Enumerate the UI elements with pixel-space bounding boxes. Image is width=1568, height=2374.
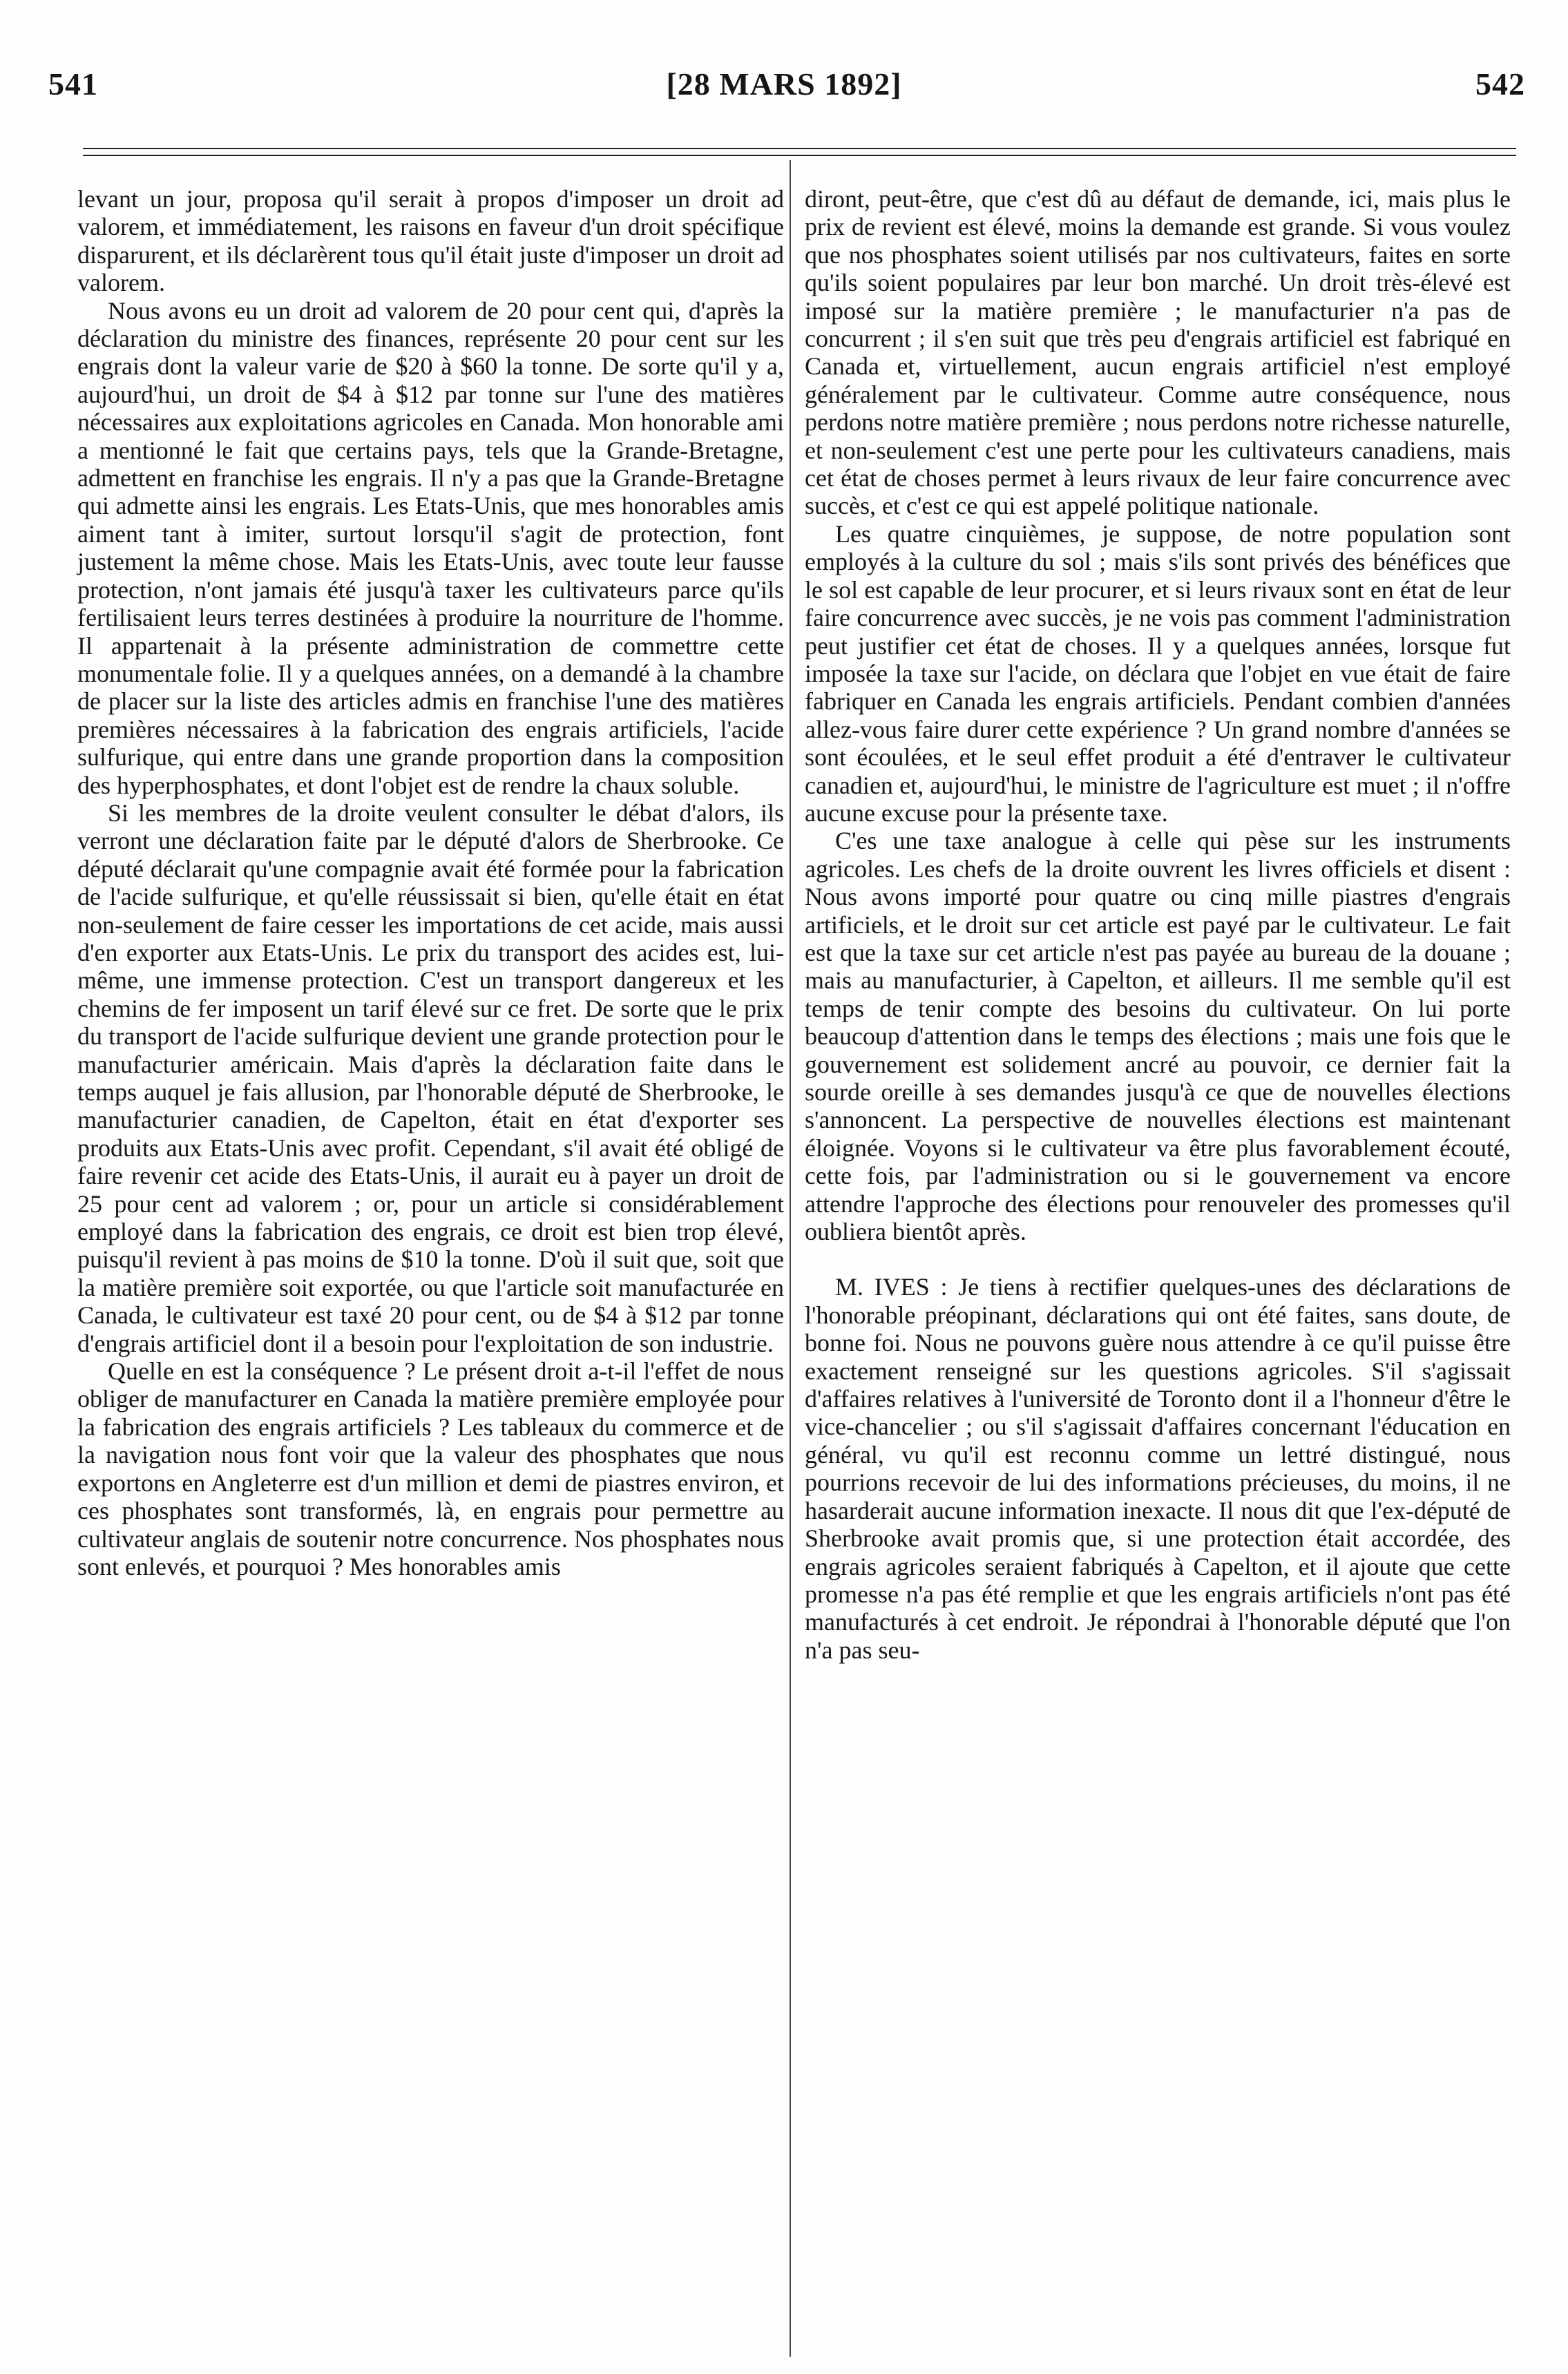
column-divider bbox=[790, 160, 791, 2357]
right-column bbox=[805, 185, 1511, 1664]
left-page-number: 541 bbox=[48, 66, 98, 102]
page-date: [28 MARS 1892] bbox=[666, 66, 902, 102]
paragraph: diront, peut-être, que c'est dû au défaut de demande, ici, mais plus le prix de revient est élevé, moins la demande est grande. Si vous voulez que nos phosphates soient utilisés par nos cultivateurs, faites en sorte qu'ils soient populaires par leur bon marché. Un droit très-élevé est imposé sur la matière première ; le manufacturier n'a pas de concurrent ; il s'en suit que très peu d'engrais artificiel est fabriqué en Canada et, virtuellement, aucun engrais artificiel n'est employé généralement par le cultivateur. Comme autre conséquence, nous perdons notre matière première ; nous perdons notre richesse naturelle, et non-seulement c'est une perte pour les cultivateurs canadiens, mais cet état de choses permet à leurs rivaux de leur faire concurrence avec succès, et c'est ce qui est appelé politique nationale. bbox=[805, 185, 1511, 520]
speech-paragraph bbox=[805, 1273, 1511, 1664]
paragraph: C'es une taxe analogue à celle qui pèse sur les instruments agricoles. Les chefs de la droite ouvrent les livres officiels et disent : Nous avons importé pour quatre ou cinq mille piastres d'engrais artificiels, et le droit sur cet article est payé par le cultivateur. Le fait est que la taxe sur cet article n'est pas payée au bureau de la douane ; mais au manufacturier, à Capelton, et ailleurs. Il me semble qu'il est temps de tenir compte des besoins du cultivateur. On lui porte beaucoup d'attention dans le temps des élections ; mais une fois que le gouvernement est solidement ancré au pouvoir, ce dernier fait la sourde oreille à ses demandes jusqu'à ce que de nouvelles élections s'annoncent. La perspective de nouvelles élections est maintenant éloignée. Voyons si le cultivateur va être plus favorablement écouté, cette fois, par l'administration ou si le gouvernement va encore attendre l'approche des élections pour renouveler des promesses qu'il oubliera bientôt après. bbox=[805, 827, 1511, 1246]
paragraph: Quelle en est la conséquence ? Le présent droit a-t-il l'effet de nous obliger de manufacturer en Canada la matière première employée pour la fabrication des engrais artificiels ? Les tableaux du commerce et de la navigation nous font voir que la valeur des phosphates que nous exportons en Angleterre est d'un million et demi de piastres environ, et ces phosphates sont transformés, là, en engrais pour permettre au cultivateur anglais de soutenir notre concurrence. Nos phosphates nous sont enlevés, et pourquoi ? Mes honorables amis bbox=[77, 1357, 784, 1580]
paragraph: Nous avons eu un droit ad valorem de 20 pour cent qui, d'après la déclaration du ministre des finances, représente 20 pour cent sur les engrais dont la valeur varie de $20 à $60 la tonne. De sorte qu'il y a, aujourd'hui, un droit de $4 à $12 par tonne sur l'une des matières nécessaires aux exploitations agricoles en Canada. Mon honorable ami a mentionné le fait que certains pays, tels que la Grande-Bretagne, admettent en franchise les engrais. Il n'y a pas que la Grande-Bretagne qui admette ainsi les engrais. Les Etats-Unis, que mes honorables amis aiment tant à imiter, surtout lorsqu'il s'agit de protection, font justement la même chose. Mais les Etats-Unis, avec toute leur fausse protection, n'ont jamais été jusqu'à taxer les cultivateurs parce qu'ils fertilisaient leurs terres destinées à produire la nourriture de l'homme. Il appartenait à la présente administration de commettre cette monumentale folie. Il y a quelques années, on a demandé à la chambre de placer sur la liste des articles admis en franchise l'une des matières premières nécessaires à la fabrication des engrais artificiels, l'acide sulfurique, qui entre dans une grande proportion dans la composition des hyperphosphates, et dont l'objet est de rendre la chaux soluble. bbox=[77, 296, 784, 799]
header-rule-top bbox=[83, 148, 1516, 149]
speaker-name: M. IVES : bbox=[835, 1273, 948, 1301]
right-page-number: 542 bbox=[1475, 66, 1525, 102]
paragraph: Si les membres de la droite veulent consulter le débat d'alors, ils verront une déclaration faite par le député d'alors de Sherbrooke. Ce député déclarait qu'une compagnie avait été formée pour la fabrication de l'acide sulfurique, et qu'elle réussissait si bien, qu'elle était en état non-seulement de faire cesser les importations de cet acide, mais aussi d'en exporter aux Etats-Unis. Le prix du transport des acides est, lui-même, une immense protection. C'est un transport dangereux et les chemins de fer imposent un tarif élevé sur ce fret. De sorte que le prix du transport de l'acide sulfurique devient une grande protection pour le manufacturier américain. Mais d'après la déclaration faite dans le temps auquel je fais allusion, par l'honorable député de Sherbrooke, le manufacturier canadien, de Capelton, était en état d'exporter ses produits aux Etats-Unis avec profit. Cependant, s'il avait été obligé de faire revenir cet acide des Etats-Unis, il aurait eu à payer un droit de 25 pour cent ad valorem ; or, pour un article si considérablement employé dans la fabrication des engrais, ce droit est bien trop élevé, puisqu'il revient à pas moins de $10 la tonne. D'où il suit que, soit que la matière première soit exportée, ou que l'article soit manufacturée en Canada, le cultivateur est taxé 20 pour cent, ou de $4 à $12 par tonne d'engrais artificiel dont il a besoin pour l'exploitation de son industrie. bbox=[77, 798, 784, 1357]
paragraph: Les quatre cinquièmes, je suppose, de notre population sont employés à la culture du sol ; mais s'ils sont privés des bénéfices que le sol est capable de leur procurer, et si leurs rivaux sont en état de leur faire concurrence avec succès, je ne vois pas comment l'administration peut justifier cet état de choses. Il y a quelques années, lorsque fut imposée la taxe sur l'acide, on déclara que l'objet en vue était de faire fabriquer en Canada les engrais artificiels. Pendant combien d'années allez-vous faire durer cette expérience ? Un grand nombre d'années se sont écoulées, et le seul effet produit a été d'entraver le cultivateur canadien et, aujourd'hui, le ministre de l'agriculture est muet ; il n'offre aucune excuse pour la présente taxe. bbox=[805, 519, 1511, 827]
left-column bbox=[77, 185, 784, 1580]
speech-text: Je tiens à rectifier quelques-unes des déclarations de l'honorable préopinant, déclarations qui ont été faites, sans doute, de bonne foi. Nous ne pouvons guère nous attendre à ce qu'il puisse être exactement renseigné sur les questions agricoles. S'il s'agissait d'affaires relatives à l'université de Toronto dont il a l'honneur d'être le vice-chancelier ; ou s'il s'agissait d'affaires concernant l'éducation en général, vu qu'il est reconnu comme un lettré distingué, nous pourrions recevoir de lui des informations précieuses, du moins, il ne hasarderait aucune information inexacte. Il nous dit que l'ex-député de Sherbrooke avait promis que, si une protection était accordée, des engrais agricoles seraient fabriqués à Capelton, et il ajoute que cette promesse n'a pas été remplie et que les engrais artificiels n'ont pas été manufacturés à cet endroit. Je répondrai à l'honorable député que l'on n'a pas seu- bbox=[805, 1273, 1511, 1664]
paragraph: levant un jour, proposa qu'il serait à propos d'imposer un droit ad valorem, et immédiatement, les raisons en faveur d'un droit spécifique disparurent, et ils déclarèrent tous qu'il était juste d'imposer un droit ad valorem. bbox=[77, 185, 784, 297]
header-rule-bottom bbox=[83, 155, 1516, 156]
